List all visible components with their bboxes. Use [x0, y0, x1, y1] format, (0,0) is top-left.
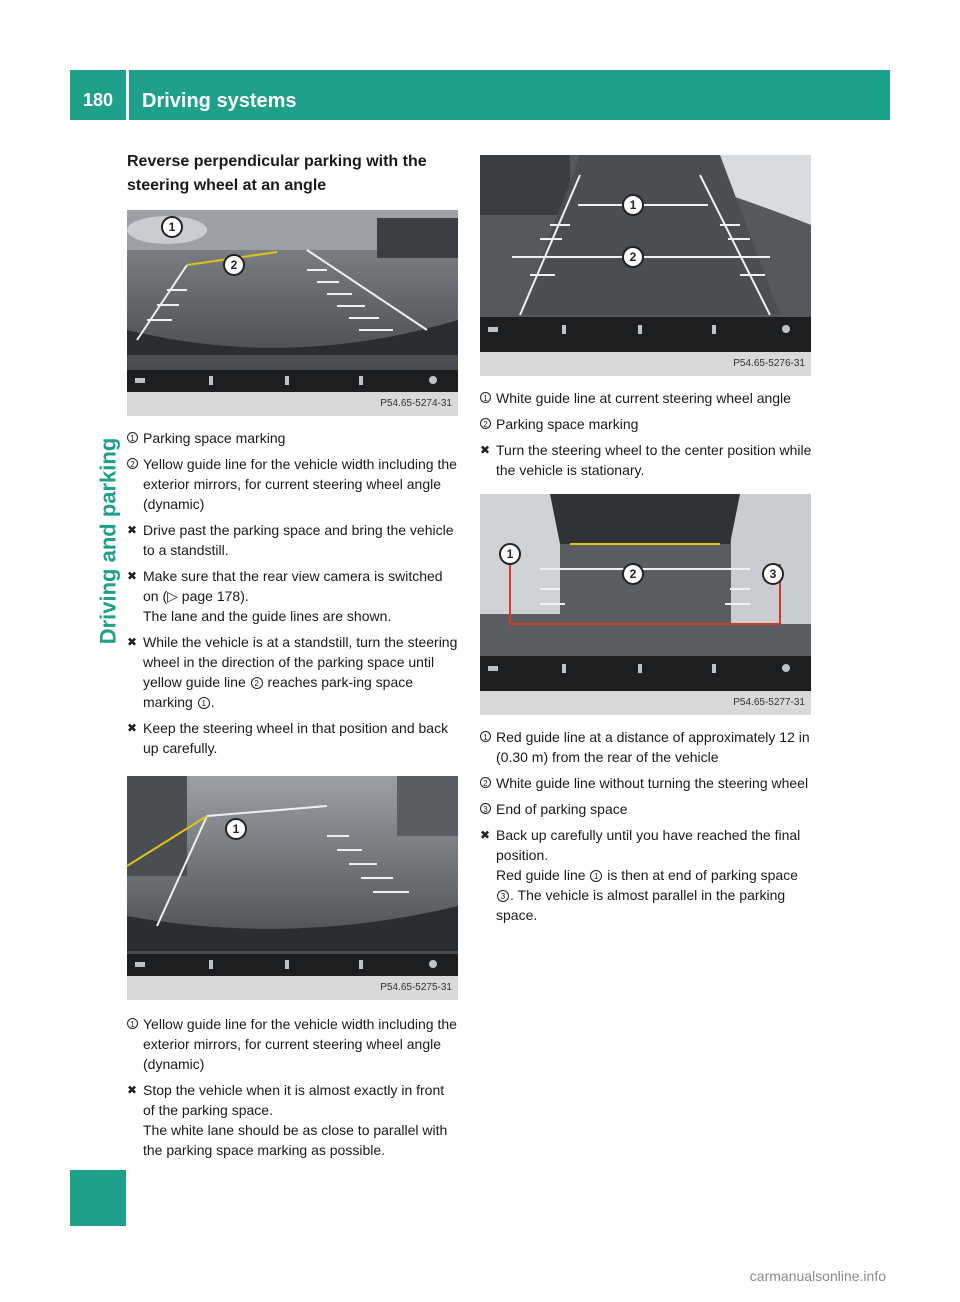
inline-callout: 2 [251, 677, 263, 689]
camera-figure-3 [480, 155, 811, 376]
step-text: Make sure that the rear view camera is switched on ( [143, 568, 443, 604]
instruction-step [127, 566, 459, 626]
section-heading: Reverse perpendicular parking with the steering wheel at an angle [127, 153, 427, 194]
legend-text: Parking space marking [496, 416, 639, 432]
instruction-step [480, 825, 812, 925]
instruction-step [480, 440, 812, 480]
step-note: The lane and the guide lines are shown. [143, 608, 392, 624]
legend-number: 1 [480, 731, 491, 742]
camera-image-4 [480, 494, 811, 691]
instruction-step [127, 718, 459, 758]
arrow-marker-icon: ✖ [480, 828, 491, 842]
legend-item [127, 454, 459, 514]
figure-callout: 2 [622, 563, 644, 585]
arrow-marker-icon: ✖ [127, 635, 138, 649]
section-title: Driving systems [142, 90, 297, 112]
legend-number: 1 [480, 392, 491, 403]
header-divider [126, 70, 129, 120]
figure-callout: 2 [223, 254, 245, 276]
legend-item [480, 773, 812, 793]
arrow-marker-icon: ✖ [127, 569, 138, 583]
legend-item [480, 388, 812, 408]
figure-callout: 1 [499, 543, 521, 565]
inline-callout: 1 [590, 870, 602, 882]
instruction-step [127, 632, 459, 712]
legend-text: White guide line without turning the steering wheel [496, 775, 809, 791]
camera-image-2 [127, 776, 458, 976]
step-text: Stop the vehicle when it is almost exactly in front of the parking space. [143, 1082, 445, 1118]
legend-number: 1 [127, 1018, 138, 1029]
legend-number: 1 [127, 432, 138, 443]
left-column [127, 150, 459, 1166]
figure-code: P54.65-5277-31 [480, 691, 811, 715]
arrow-marker-icon: ✖ [127, 721, 138, 735]
legend-text: Parking space marking [143, 430, 286, 446]
legend-item [127, 1014, 459, 1074]
figure-callout: 1 [161, 216, 183, 238]
legend-item [480, 799, 812, 819]
step-text: Drive past the parking space and bring the vehicle to a standstill. [143, 522, 454, 558]
instruction-step [127, 520, 459, 560]
camera-image-3 [480, 155, 811, 352]
instruction-step [127, 1080, 459, 1160]
legend-number: 2 [127, 458, 138, 469]
legend-text: Yellow guide line for the vehicle width including the exterior mirrors, for current steering wheel angle (dynamic) [143, 456, 457, 512]
figure-callout: 2 [622, 246, 644, 268]
step-text: reaches park-ing space marking [143, 674, 414, 710]
legend-text: Yellow guide line for the vehicle width including the exterior mirrors, for current steering wheel angle (dynamic) [143, 1016, 457, 1072]
legend-item [480, 727, 812, 767]
legend-text: White guide line at current steering wheel angle [496, 390, 791, 406]
step-text: is then at end of parking space [603, 867, 798, 883]
step-text-suffix: ). [240, 588, 249, 604]
watermark: carmanualsonline.info [749, 1268, 886, 1284]
legend-item [480, 414, 812, 434]
header-bar [70, 70, 890, 120]
step-text: Turn the steering wheel to the center position while the vehicle is stationary. [496, 442, 812, 478]
side-chapter-text: Driving and parking [95, 437, 120, 645]
camera-image-1 [127, 210, 458, 392]
legend-item [127, 428, 459, 448]
arrow-marker-icon: ✖ [127, 523, 138, 537]
page-number: 180 [82, 90, 114, 110]
step-text: . [210, 694, 215, 710]
inline-callout: 1 [198, 697, 210, 709]
figure-code: P54.65-5274-31 [127, 392, 458, 416]
legend-number: 3 [480, 803, 491, 814]
camera-figure-4 [480, 494, 811, 715]
right-column [480, 155, 812, 931]
step-note: The white lane should be as close to parallel with the parking space marking as possible. [143, 1122, 448, 1158]
figure-code: P54.65-5275-31 [127, 976, 458, 1000]
step-text: Back up carefully until you have reached the final position. [496, 827, 801, 863]
triangle-right-icon: ▷ [167, 588, 182, 604]
legend-number: 2 [480, 418, 491, 429]
inline-callout: 3 [497, 890, 509, 902]
side-chapter-label [88, 176, 128, 906]
figure-callout: 1 [225, 818, 247, 840]
legend-number: 2 [480, 777, 491, 788]
step-text: While the vehicle is at a standstill, turn the steering wheel in the direction of the parking space until yellow guide line [143, 634, 458, 690]
camera-figure-2 [127, 776, 458, 1000]
figure-code: P54.65-5276-31 [480, 352, 811, 376]
page-reference-link[interactable]: page 178 [181, 588, 241, 604]
step-text: Red guide line [496, 867, 590, 883]
step-text: Keep the steering wheel in that position and back up carefully. [143, 720, 449, 756]
step-text: . The vehicle is almost parallel in the parking space. [496, 887, 786, 923]
legend-text: Red guide line at a distance of approximately 12 in (0.30 m) from the rear of the vehicle [496, 729, 810, 765]
figure-callout: 3 [762, 563, 784, 585]
arrow-marker-icon: ✖ [127, 1083, 138, 1097]
legend-text: End of parking space [496, 801, 628, 817]
camera-figure-1 [127, 210, 458, 416]
side-tab-marker [70, 1170, 126, 1226]
figure-callout: 1 [622, 194, 644, 216]
arrow-marker-icon: ✖ [480, 443, 491, 457]
